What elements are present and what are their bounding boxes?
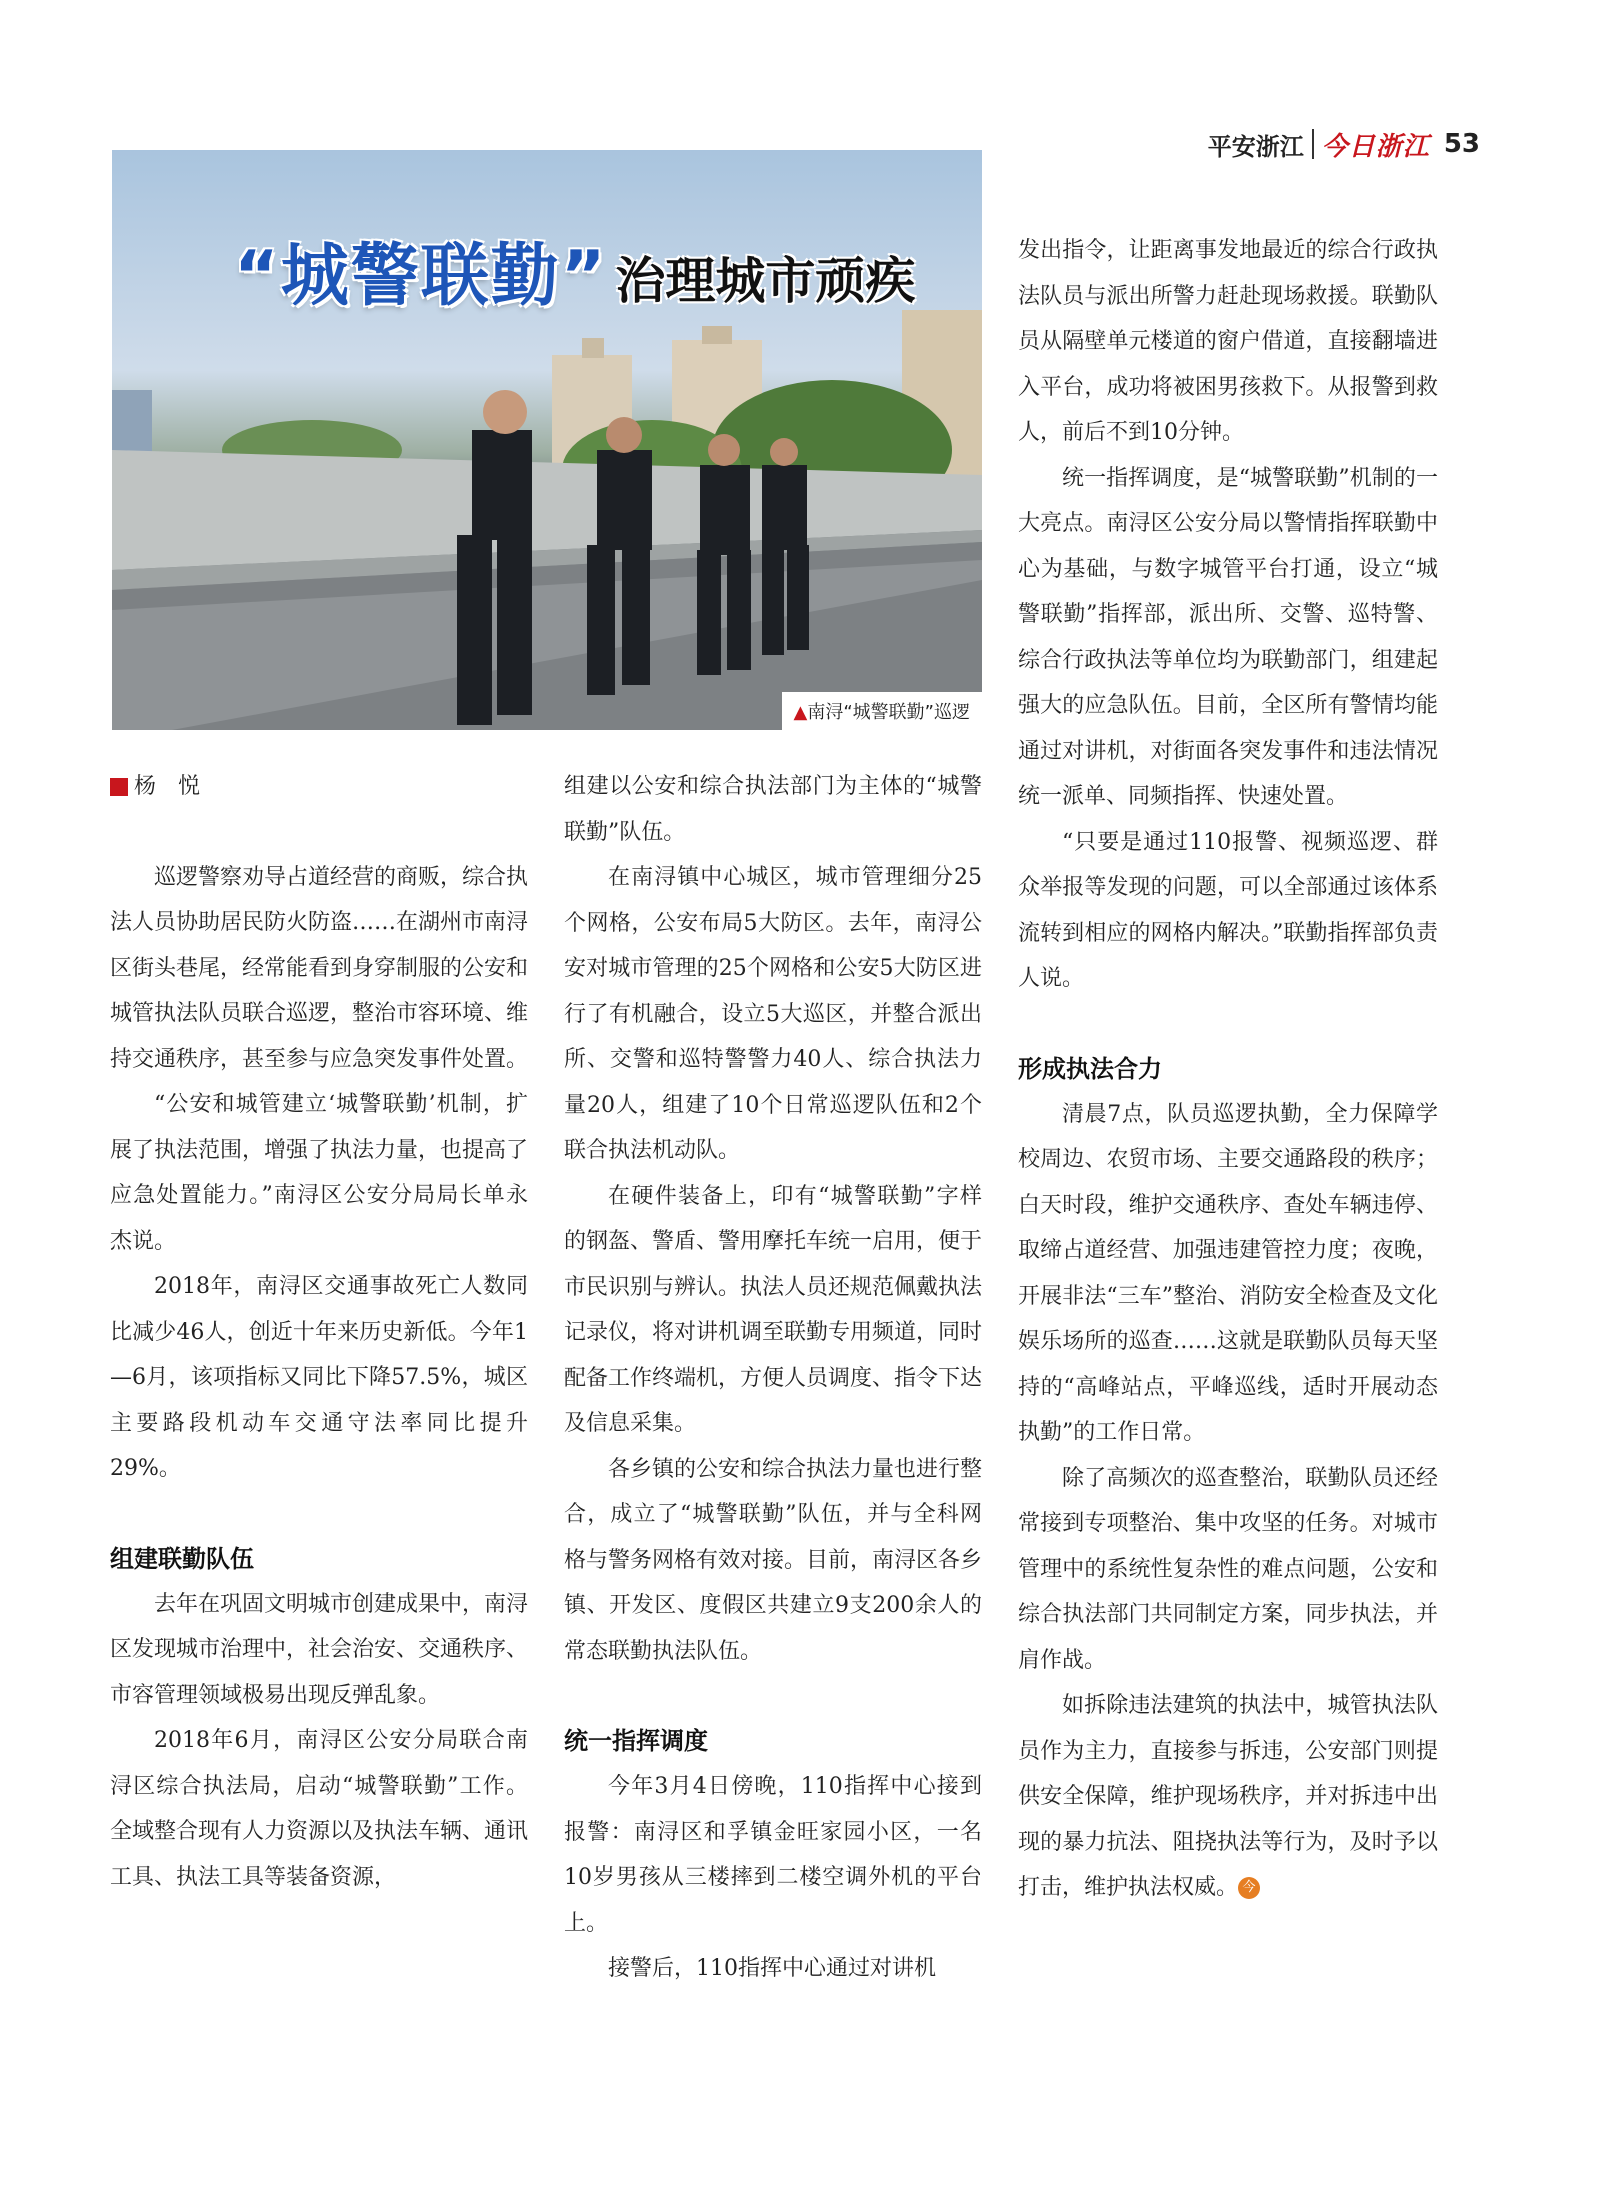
magazine-logo: 今日浙江 <box>1321 131 1430 162</box>
author-name: 杨 悦 <box>134 774 201 799</box>
paragraph: 在硬件装备上，印有“城警联勤”字样的钢盔、警盾、警用摩托车统一启用，便于市民识别与辨认。执法人员还规范佩戴执法记录仪，将对讲机调至联勤专用频道，同时配备工作终端机，方便人员调度、指令下达及信息采集。 <box>564 1183 983 1436</box>
header-divider <box>1312 129 1314 159</box>
paragraph: 2018年6月，南浔区公安分局联合南浔区综合执法局，启动“城警联勤”工作。全域整合现有人力资源以及执法车辆、通讯工具、执法工具等装备资源， <box>110 1728 529 1890</box>
page-number: 53 <box>1443 129 1480 159</box>
paragraph: 清晨7点，队员巡逻执勤，全力保障学校周边、农贸市场、主要交通路段的秩序；白天时段，维护交通秩序、查处车辆违停、取缔占道经营、加强违建管控力度；夜晚，开展非法“三车”整治、消防安全检查及文化娱乐场所的巡查……这就是联勤队员每天坚持的“高峰站点，平峰巡线，适时开展动态执勤”的工作日常。 <box>1018 1101 1438 1445</box>
paragraph: 在南浔镇中心城区，城市管理细分25个网格，公安布局5大防区。去年，南浔公安对城市管理的25个网格和公安5大防区进行了有机融合，设立5大巡区，并整合派出所、交警和巡特警警力40人、综合执法力量20人，组建了10个日常巡逻队伍和2个联合执法机动队。 <box>564 865 982 1163</box>
paragraph <box>1018 1683 1438 1911</box>
caption-text: 南浔“城警联勤”巡逻 <box>807 702 970 723</box>
triangle-icon: ▲ <box>793 702 808 723</box>
article-headline <box>234 222 915 319</box>
paragraph: 各乡镇的公安和综合执法力量也进行整合，成立了“城警联勤”队伍，并与全科网格与警务网格有效对接。目前，南浔区各乡镇、开发区、度假区共建立9支200余人的常态联勤执法队伍。 <box>564 1456 983 1664</box>
paragraph: 发出指令，让距离事发地最近的综合行政执法队员与派出所警力赶赴现场救援。联勤队员从隔壁单元楼道的窗户借道，直接翻墙进入平台，成功将被困男孩救下。从报警到救人，前后不到10分钟。 <box>1018 238 1438 445</box>
paragraph: 2018年，南浔区交通事故死亡人数同比减少46人，创近十年来历史新低。今年1—6月，该项指标又同比下降57.5%，城区主要路段机动车交通守法率同比提升29%。 <box>110 1274 528 1481</box>
text-column-3 <box>1018 228 1438 1911</box>
paragraph: 今年3月4日傍晚，110指挥中心接到报警：南浔区和孚镇金旺家园小区，一名10岁男孩从三楼摔到二楼空调外机的平台上。 <box>564 1774 982 1936</box>
text-column-2 <box>564 764 982 1992</box>
headline-sub: 治理城市顽疾 <box>615 251 916 310</box>
page-header <box>1208 124 1480 164</box>
section-name: 平安浙江 <box>1207 132 1304 161</box>
paragraph: “只要是通过110报警、视频巡逻、群众举报等发现的问题，可以全部通过该体系流转到相应的网格内解决。”联勤指挥部负责人说。 <box>1018 829 1438 991</box>
author-byline <box>110 764 528 810</box>
end-mark-icon: 今 <box>1238 1877 1260 1899</box>
paragraph: 组建以公安和综合执法部门为主体的“城警联勤”队伍。 <box>564 774 982 845</box>
headline-main: “城警联勤” <box>234 237 608 316</box>
paragraph: 去年在巩固文明城市创建成果中，南浔区发现城市治理中，社会治安、交通秩序、市容管理领域极易出现反弹乱象。 <box>110 1591 529 1708</box>
paragraph: “公安和城管建立‘城警联勤’机制，扩展了执法范围，增强了执法力量，也提高了应急处置能力。”南浔区公安分局局长单永杰说。 <box>110 1092 529 1254</box>
text-column-1 <box>110 764 528 1900</box>
paragraph: 除了高频次的巡查整治，联勤队员还经常接到专项整治、集中攻坚的任务。对城市管理中的系统性复杂性的难点问题，公安和综合执法部门共同制定方案，同步执法，并肩作战。 <box>1018 1465 1438 1673</box>
photo-caption <box>782 692 983 730</box>
paragraph: 接警后，110指挥中心通过对讲机 <box>608 1956 936 1981</box>
red-square-icon <box>110 778 128 796</box>
article-photo <box>112 150 982 730</box>
section-heading: 组建联勤队伍 <box>110 1544 254 1573</box>
section-heading: 形成执法合力 <box>1018 1054 1162 1083</box>
section-heading: 统一指挥调度 <box>564 1727 708 1755</box>
paragraph: 巡逻警察劝导占道经营的商贩，综合执法人员协助居民防火防盗……在湖州市南浔区街头巷尾，经常能看到身穿制服的公安和城管执法队员联合巡逻，整治市容环境、维持交通秩序，甚至参与应急突发事件处置。 <box>110 864 529 1072</box>
paragraph: 统一指挥调度，是“城警联勤”机制的一大亮点。南浔区公安分局以警情指挥联勤中心为基础，与数字城管平台打通，设立“城警联勤”指挥部，派出所、交警、巡特警、综合行政执法等单位均为联勤部门，组建起强大的应急队伍。目前，全区所有警情均能通过对讲机，对街面各突发事件和违法情况统一派单、同频指挥、快速处置。 <box>1018 465 1438 809</box>
paragraph-text: 如拆除违法建筑的执法中，城管执法队员作为主力，直接参与拆违，公安部门则提供安全保障，维护现场秩序，并对拆违中出现的暴力抗法、阻挠执法等行为，及时予以打击，维护执法权威。 <box>1018 1693 1438 1900</box>
